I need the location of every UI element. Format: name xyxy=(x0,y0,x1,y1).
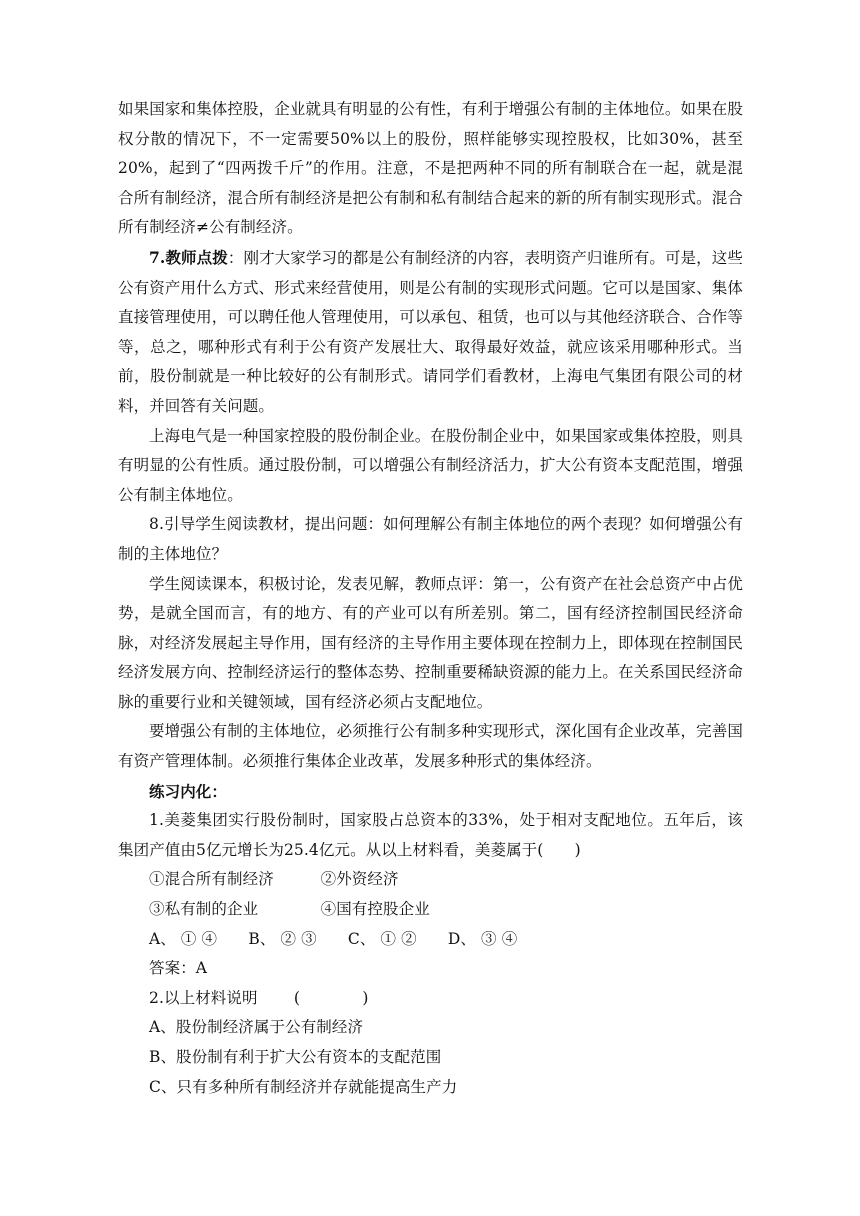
document-body xyxy=(118,95,743,1102)
paragraph-strengthen: 要增强公有制的主体地位，必须推行公有制多种实现形式，深化国有企业改革，完善国有资产管理体制。必须推行集体企业改革，发展多种形式的集体经济。 xyxy=(118,722,743,771)
question-2-option-c: C、只有多种所有制经济并存就能提高生产力 xyxy=(149,1077,458,1096)
teacher-guidance-text: ：刚才大家学习的都是公有制经济的内容，表明资产归谁所有。可是，这些公有资产用什么方式、形式来经营使用，则是公有制的实现形式问题。它可以是国家、集体直接管理使用，可以聘任他人管理使用，可以承包、租赁，也可以与其他经济联合、合作等等，总之，哪种形式有利于公有资产发展壮大、取得最好效益，就应该采用哪种形式。当前，股份制就是一种比较好的公有制形式。请同学们看教材，上海电气集团有限公司的材料，并回答有关问题。 xyxy=(118,248,743,415)
question-1-options-row-1: ①混合所有制经济 ②外资经济 xyxy=(149,870,399,889)
paragraph-student-discussion: 学生阅读课本，积极讨论，发表见解，教师点评：第一，公有资产在社会总资产中占优势，是就全国而言，有的地方、有的产业可以有所差别。第二，国有经济控制国民经济命脉，对经济发展起主导作用，国有经济的主导作用主要体现在控制力上，即体现在控制国民经济发展方向、控制经济运行的整体态势、控制重要稀缺资源的能力上。在关系国民经济命脉的重要行业和关键领域，国有经济必须占支配地位。 xyxy=(118,574,743,711)
question-1-stem: 1.美菱集团实行股份制时，国家股占总资本的33%，处于相对支配地位。五年后，该集团产值由5亿元增长为25.4亿元。从以上材料看，美菱属于( ) xyxy=(118,811,743,859)
paragraph-guide-question: 8.引导学生阅读教材，提出问题：如何理解公有制主体地位的两个表现？如何增强公有制的主体地位？ xyxy=(118,515,743,563)
exercise-heading: 练习内化： xyxy=(149,781,228,801)
paragraph-mixed-ownership: 如果国家和集体控股，企业就具有明显的公有性，有利于增强公有制的主体地位。如果在股权分散的情况下，不一定需要50%以上的股份，照样能够实现控股权，比如30%，甚至20%，起到了“四两拨千斤”的作用。注意，不是把两种不同的所有制联合在一起，就是混合所有制经济，混合所有制经济是把公有制和私有制结合起来的新的所有制实现形式。混合所有制经济≠公有制经济。 xyxy=(118,100,743,237)
paragraph-teacher-guidance xyxy=(118,243,743,422)
question-2-option-a: A、股份制经济属于公有制经济 xyxy=(149,1018,364,1037)
paragraph-shanghai-electric: 上海电气是一种国家控股的股份制企业。在股份制企业中，如果国家或集体控股，则具有明显的公有性质。通过股份制，可以增强公有制经济活力，扩大公有资本支配范围，增强公有制主体地位。 xyxy=(118,426,743,504)
question-2-stem: 2.以上材料说明 ( ) xyxy=(149,988,369,1007)
teacher-guidance-label: 7.教师点拨 xyxy=(149,247,228,267)
question-1-choices: A、 ① ④ B、 ② ③ C、 ① ② D、 ③ ④ xyxy=(149,929,518,948)
question-2-option-b: B、股份制有利于扩大公有资本的支配范围 xyxy=(149,1048,442,1066)
question-1-options-row-2: ③私有制的企业 ④国有控股企业 xyxy=(149,900,430,919)
question-1-answer: 答案：A xyxy=(149,959,208,978)
